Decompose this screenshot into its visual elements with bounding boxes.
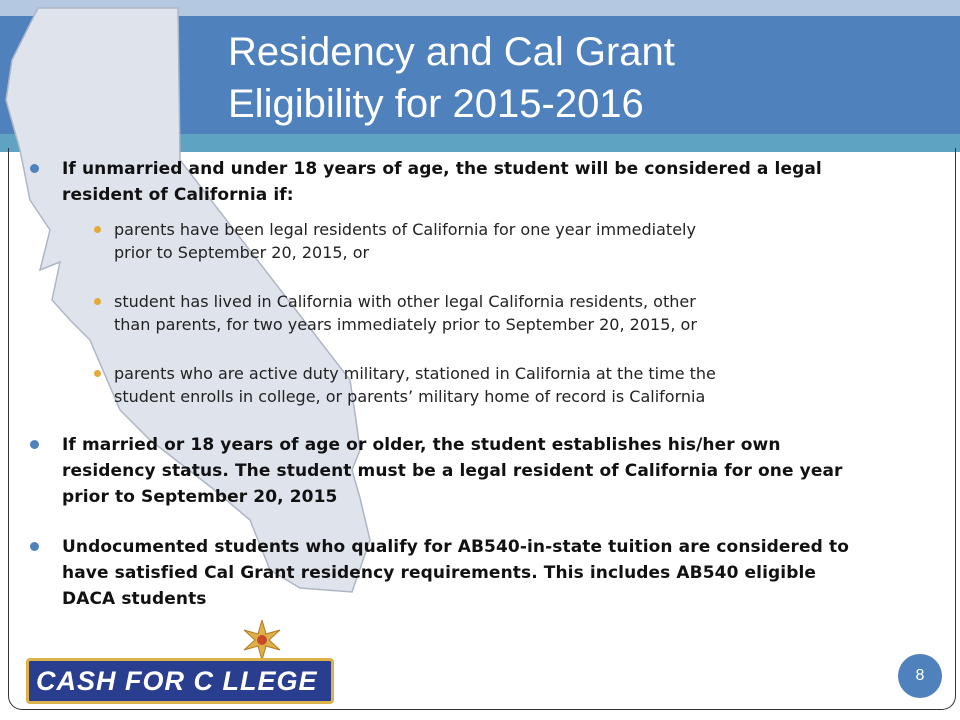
sub-bullet-parents <box>114 218 894 264</box>
bullet-line: have satisfied Cal Grant residency requirements. This includes AB540 eligible <box>62 563 817 583</box>
bullet-line: residency status. The student must be a legal resident of California for one year <box>62 461 843 481</box>
bullet-text <box>30 534 930 612</box>
sub-bullet-line: parents who are active duty military, stationed in California at the time the <box>114 364 716 383</box>
star-icon <box>242 620 282 660</box>
sub-bullet-other-residents <box>114 290 894 336</box>
bullet-dot-icon <box>30 440 39 449</box>
bullet-line: resident of California if: <box>62 185 294 205</box>
sub-bullet-line: parents have been legal residents of California for one year immediately <box>114 220 696 239</box>
bullet-unmarried <box>30 156 930 408</box>
slide-title-line2: Eligibility for 2015-2016 <box>228 82 644 126</box>
bullet-list <box>30 156 930 612</box>
slide-title-line1: Residency and Cal Grant <box>228 30 675 74</box>
bullet-undocumented <box>30 534 930 612</box>
page-number-badge: 8 <box>898 654 942 698</box>
sub-bullet-line: prior to September 20, 2015, or <box>114 243 370 262</box>
sub-bullet-dot-icon <box>94 370 101 377</box>
bullet-line: If married or 18 years of age or older, the student establishes his/her own <box>62 435 781 455</box>
logo-text: CASH FOR C LLEGE <box>36 666 318 696</box>
bullet-text <box>30 156 930 208</box>
sub-bullet-military <box>114 362 894 408</box>
bullet-text <box>30 432 930 510</box>
cash-for-college-logo <box>26 620 338 706</box>
slide-title <box>228 26 928 130</box>
bullet-dot-icon <box>30 542 39 551</box>
bullet-line: Undocumented students who qualify for AB540-in-state tuition are considered to <box>62 537 849 557</box>
bullet-dot-icon <box>30 164 39 173</box>
sub-bullet-line: student has lived in California with other legal California residents, other <box>114 292 696 311</box>
bullet-line: prior to September 20, 2015 <box>62 487 338 507</box>
bullet-line: If unmarried and under 18 years of age, the student will be considered a legal <box>62 159 822 179</box>
sub-bullet-line: than parents, for two years immediately prior to September 20, 2015, or <box>114 315 697 334</box>
bullet-married <box>30 432 930 510</box>
sub-bullet-line: student enrolls in college, or parents’ military home of record is California <box>114 387 706 406</box>
sub-bullet-dot-icon <box>94 226 101 233</box>
bullet-line: DACA students <box>62 589 207 609</box>
sub-bullet-dot-icon <box>94 298 101 305</box>
